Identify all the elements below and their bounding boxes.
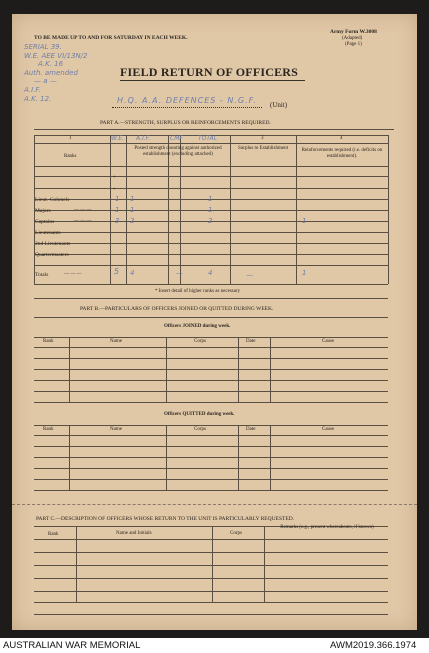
col-rank: Rank bbox=[43, 427, 54, 432]
note-line: A.K. 12. bbox=[24, 94, 52, 103]
cell-total: 1 bbox=[208, 195, 213, 203]
col-remarks: Remarks (e.g., present whereabouts, if known) bbox=[280, 525, 374, 530]
col-corps: Corps bbox=[230, 531, 242, 536]
col-cause: Cause bbox=[322, 339, 335, 344]
col-rank: Rank bbox=[48, 532, 59, 537]
form-sheet bbox=[12, 14, 417, 630]
cell-we: 1 bbox=[115, 195, 120, 203]
col-number: 1 bbox=[69, 136, 72, 141]
part-a-title: PART A.—STRENGTH, SURPLUS OR REINFORCEMENTS REQUIRED. bbox=[100, 120, 271, 126]
col-corps: Corps bbox=[194, 427, 206, 432]
rank-label: Lieutenants bbox=[35, 230, 61, 236]
total-total: 4 bbox=[208, 269, 213, 277]
rank-label: 2nd Lieutenants bbox=[35, 241, 71, 247]
col-hand-header: A.I.F. bbox=[136, 135, 151, 142]
cell-we: 3 bbox=[115, 217, 120, 225]
form-adapted: (Adapted) bbox=[342, 36, 363, 41]
total-reinf: 1 bbox=[302, 269, 307, 277]
joined-title: Officers JOINED during week. bbox=[164, 324, 231, 329]
col-name-initials: Name and Initials bbox=[116, 531, 152, 536]
cell-total: 2 bbox=[208, 217, 213, 225]
col-hand-header: CMF bbox=[170, 135, 183, 142]
note-line: A.I.F. bbox=[24, 85, 41, 94]
col-hand-header: TOTAL bbox=[198, 135, 217, 142]
archive-footer bbox=[0, 638, 429, 653]
instruction-text: TO BE MADE UP TO AND FOR SATURDAY IN EACH WEEK. bbox=[34, 35, 188, 41]
col-header-posted: Posted strength counting against authorized establishment (excluding attached) bbox=[134, 146, 222, 157]
form-number: Army Form W.3008 bbox=[330, 29, 377, 35]
note-line: A.K. 16 bbox=[38, 60, 64, 69]
cell-we: 1 bbox=[115, 206, 120, 214]
rank-label: Quartermasters bbox=[35, 252, 69, 258]
col-number: 4 bbox=[340, 136, 343, 141]
cell-aif: 1 bbox=[130, 206, 135, 214]
handwritten-notes bbox=[24, 43, 87, 103]
leader-dots: — — — bbox=[74, 208, 92, 213]
col-date: Date bbox=[246, 339, 256, 344]
rank-label: Captains bbox=[35, 219, 55, 225]
quitted-title: Officers QUITTED during week. bbox=[164, 412, 235, 417]
col-rank: Rank bbox=[43, 339, 54, 344]
leader-dots: — — — bbox=[64, 272, 82, 277]
total-cmf: — bbox=[176, 269, 183, 277]
rank-label: Majors bbox=[35, 208, 51, 214]
footnote: * Insert detail of higher ranks as necessary bbox=[155, 289, 241, 294]
cell-aif: 1 bbox=[130, 195, 135, 203]
footer-right: AWM2019.366.1974 bbox=[330, 640, 417, 651]
col-header-surplus: Surplus to Establishment bbox=[238, 146, 288, 151]
note-line: SERIAL 39. bbox=[24, 43, 62, 51]
asterisk-mark: * bbox=[113, 188, 116, 193]
cell-reinf: 1 bbox=[302, 217, 307, 225]
note-line: W.E. AEE VI/13N/2 bbox=[24, 51, 88, 60]
col-date: Date bbox=[246, 427, 256, 432]
total-aif: 4 bbox=[130, 269, 135, 277]
cell-total: 1 bbox=[208, 206, 213, 214]
col-header-ranks: Ranks bbox=[64, 154, 77, 159]
total-surplus: — bbox=[246, 271, 253, 279]
form-title: FIELD RETURN OF OFFICERS bbox=[120, 65, 299, 79]
note-line: — a — bbox=[34, 77, 57, 86]
total-we: 5 bbox=[114, 267, 120, 276]
leader-dots: — — — bbox=[74, 219, 92, 224]
part-b-title: PART B.—PARTICULARS OF OFFICERS JOINED OR QUITTED DURING WEEK. bbox=[80, 306, 274, 312]
col-number: 3 bbox=[261, 136, 264, 141]
form-page: (Page 1) bbox=[345, 42, 362, 47]
unit-name: H.Q. A.A. DEFENCES - N.G.F. bbox=[117, 96, 257, 105]
asterisk-mark: * bbox=[113, 176, 116, 181]
note-line: Auth. amended bbox=[24, 68, 78, 77]
col-header-reinforcements: Reinforcements required (i.e. deficits on establishment). bbox=[301, 148, 383, 159]
col-name: Name bbox=[110, 427, 122, 432]
part-c-title: PART C.—DESCRIPTION OF OFFICERS WHOSE RETURN TO THE UNIT IS PARTICULARLY REQUESTED. bbox=[36, 516, 295, 522]
totals-label: Totals bbox=[35, 272, 49, 278]
col-cause: Cause bbox=[322, 427, 335, 432]
cell-aif: 2 bbox=[130, 217, 135, 225]
unit-label: (Unit) bbox=[270, 101, 288, 109]
col-name: Name bbox=[110, 339, 122, 344]
col-corps: Corps bbox=[194, 339, 206, 344]
rank-label: Lieut.-Colonels bbox=[35, 197, 70, 203]
col-hand-header: W.E. bbox=[111, 135, 125, 142]
footer-left: AUSTRALIAN WAR MEMORIAL bbox=[3, 640, 141, 651]
